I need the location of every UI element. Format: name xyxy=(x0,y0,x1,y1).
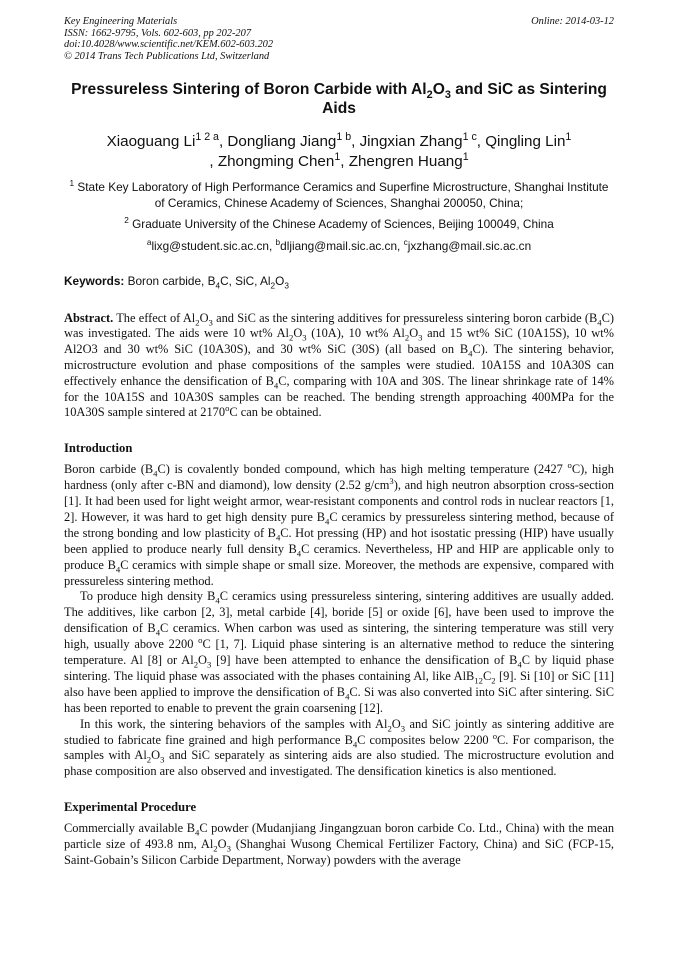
copyright-line: © 2014 Trans Tech Publications Ltd, Switzerland xyxy=(64,50,270,62)
abstract-label: Abstract. xyxy=(64,310,114,325)
email-link[interactable]: lixg@student.sic.ac.cn, xyxy=(151,238,276,253)
intro-paragraph-1: Boron carbide $(B_4C)$ is covalently bonded compound, which has high melting temperature (2427 $^o$C), high hardness (only after c-BN and diamond), low density (2.52 $g/cm^3$), and high neutron absorption cross-section [1]. It had been used for light weight armor, wear-resistant components and control rods in nuclear reactors [1, 2]. However, it was hard to get high density pure $B_4C$ ceramics by pressureless sintering method, because of the strong bonding and low plasticity of $B_4C$. Hot pressing (HP) and hot isostatic pressing (HIP) have usually been applied to produce nearly full density $B_4C$ ceramics. Nevertheless, HP and HIP are applicable only to produce $B_4C$ ceramics with simple shape or small size. Moreover, the methods are expensive, compared with pressureless sintering method. xyxy=(64,460,615,588)
affiliation-2: $^2$ Graduate University of the Chinese Academy of Sciences, Beijing 100049, China xyxy=(124,216,554,232)
section-heading-experimental: Experimental Procedure xyxy=(64,800,197,815)
section-heading-introduction: Introduction xyxy=(64,441,133,456)
author: , Zhengren Huang xyxy=(340,153,463,171)
author: Xiaoguang Li xyxy=(106,133,196,151)
experimental-paragraph-1: Commercially available $B_4C$ powder (Mudanjiang Jingangzuan boron carbide Co. Ltd., China) with the mean particle size of 493.8 nm, $Al_2O_3$ (Shanghai Wusong Chemical Fertilizer Factory, China) and SiC (FCP-15, Saint-Gobain’s Silicon Carbide Department, Norway) powders with the average xyxy=(64,821,615,868)
issn-line: ISSN: 1662-9795, Vols. 602-603, pp 202-207 xyxy=(64,27,252,39)
journal-info xyxy=(64,16,273,62)
intro-paragraph-3: In this work, the sintering behaviors of the samples with $Al_2O_3$ and SiC jointly as sintering additive are studied to fabricate fine grained and high performance $B_4C$ composites below 2200 $^o$C. For comparison, the samples with $Al_2O_3$ and SiC separately as sintering aids are also studied. The microstructure evolution and phase composition are also observed and investigated. The densification kinetics is also mentioned. xyxy=(64,716,615,779)
email-link[interactable]: jxzhang@mail.sic.ac.cn xyxy=(407,238,532,253)
author-list: Xiaoguang $Li^{1 2 a}$, Dongliang Jiang$^{1 b}$, Jingxian Zhang$^{1 c}$, Qingling Lin$^1$ , Zhongming Chen$^1$, Zhengren Huang$^1$ xyxy=(106,131,572,171)
online-date: Online: 2014-03-12 xyxy=(531,16,614,27)
keywords-label: Keywords: xyxy=(64,273,125,288)
author: , Qingling Lin xyxy=(476,133,566,151)
email-link[interactable]: dljiang@mail.sic.ac.cn, xyxy=(280,238,404,253)
author: , Dongliang Jiang xyxy=(218,133,337,151)
author: , Jingxian Zhang xyxy=(351,133,463,151)
abstract: Abstract. The effect of $Al_2O_3$ and SiC as the sintering additives for pressureless sintering boron carbide $(B_4C)$ was investigated. The aids were 10 wt% $Al_2O_3$ (10A), 10 wt% $Al_2O_3$ and 15 wt% SiC (10A15S), 10 wt% Al2O3 and 30 wt% SiC (10A30S), and 30 wt% SiC (30S) (all based on $B_4C$). The sintering behavior, microstructure evolution and phase compositions of the samples were studied. 10A15S and 10A30S can effectively enhance the densification of $B_4C$, comparing with 10A and 30S. The linear shrinkage rate of 14% for the 10A15S and 10A30S samples can be reached. The bending strength approaching 400MPa for the 10A30S sample sintered at 2170$^o$C can be obtained. xyxy=(64,310,615,420)
journal-header xyxy=(64,16,614,62)
affiliation-1: $^1$ State Key Laboratory of High Performance Ceramics and Superfine Microstructure, Shanghai Institute of Ceramics, Chinese Academy of Sciences, Shanghai 200050, China; xyxy=(69,179,609,210)
author-emails: $^a$lixg@student.sic.ac.cn, $^b$dljiang@mail.sic.ac.cn, $^c$jxzhang@mail.sic.ac.cn xyxy=(146,237,532,253)
keywords: Keywords: Boron carbide, $B_4C$, SiC, $Al_2O_3$ xyxy=(64,273,289,290)
paper-title: Pressureless Sintering of Boron Carbide with $Al_2O_3$ and SiC as Sintering Aids xyxy=(71,81,607,118)
author: , Zhongming Chen xyxy=(209,153,335,171)
journal-name: Key Engineering Materials xyxy=(64,16,178,27)
doi-line: doi:10.4028/www.scientific.net/KEM.602-603.202 xyxy=(64,39,274,51)
intro-paragraph-2: To produce high density $B_4C$ ceramics using pressureless sintering, sintering additives are usually added. The additives, like carbon [2, 3], metal carbide [4], boride [5] or oxide [6], have been used to improve the densification of $B_4C$ ceramics. When carbon was used as sintering, the sintering temperature was still very high, usually above 2200 $^o$C [1, 7]. Liquid phase sintering is an alternative method to reduce the sintering temperature. Al [8] or $Al_2O_3$ [9] have been attempted to enhance the densification of $B_4C$ by liquid phase sintering. The liquid phase was associated with the phases containing Al, like $AlB_{12}C_2$ [9]. Si [10] or SiC [11] also have been applied to improve the densification of $B_4C$. Si was also converted into SiC after sintering. SiC has been reported to enable to prevent the grain coarsening [12]. xyxy=(64,589,615,715)
